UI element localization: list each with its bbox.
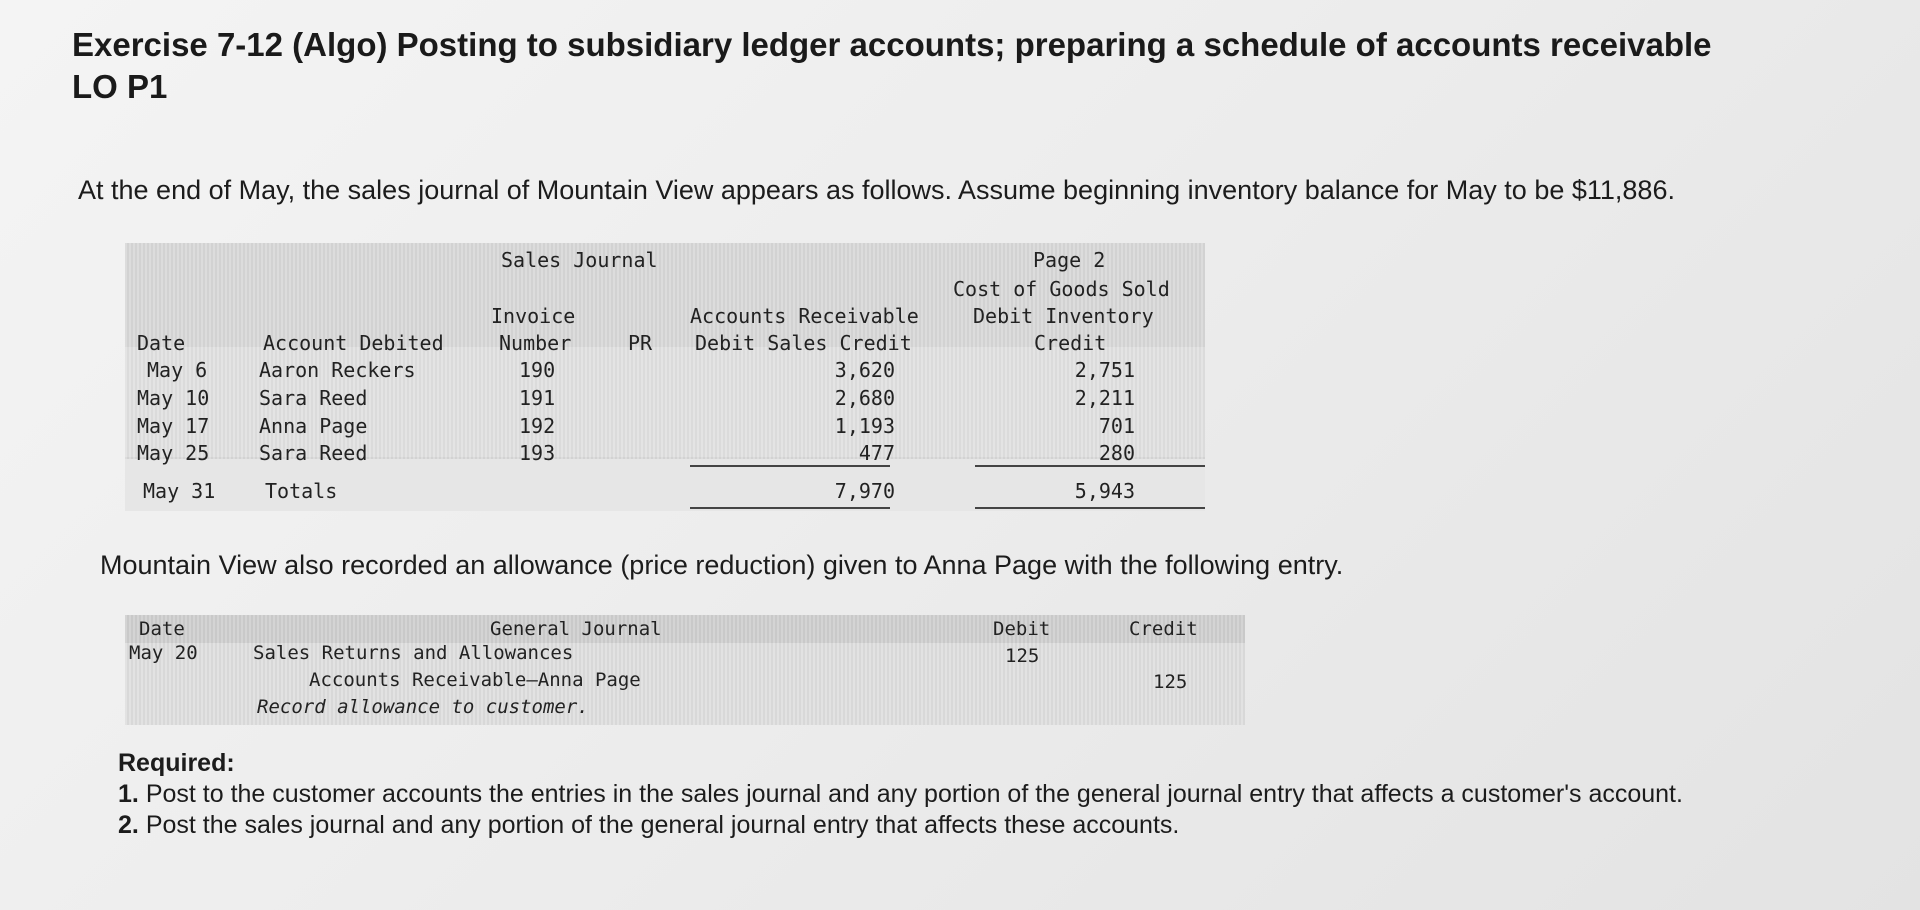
row-2-date: May 10 (137, 386, 210, 410)
gj-debit-account: Sales Returns and Allowances (253, 642, 574, 664)
gj-memo: Record allowance to customer. (257, 696, 589, 718)
row-1-invoice: 190 (519, 358, 556, 382)
row-1-cogs: 2,751 (1074, 358, 1135, 382)
row-3-account: Anna Page (259, 414, 368, 438)
cogs-total-double-rule-1 (975, 507, 1205, 509)
row-3-date: May 17 (137, 414, 210, 438)
learning-objective: LO P1 (72, 68, 168, 105)
gj-entry-date: May 20 (129, 642, 198, 664)
row-1-date: May 6 (147, 358, 208, 382)
totals-cogs: 5,943 (1074, 479, 1135, 503)
cogs-header-line3: Credit (1034, 331, 1107, 355)
required-item-2-number: 2. (118, 811, 139, 839)
sales-journal-page: Page 2 (1033, 248, 1106, 272)
invoice-header-line1: Invoice (491, 304, 576, 328)
row-2-invoice: 191 (519, 386, 556, 410)
totals-label: Totals (265, 479, 338, 503)
cogs-header-line2: Debit Inventory (973, 304, 1154, 328)
row-2-account: Sara Reed (259, 386, 368, 410)
exercise-title (72, 24, 1852, 108)
required-item-1 (118, 779, 1818, 810)
required-section (118, 748, 1818, 841)
totals-ar: 7,970 (834, 479, 895, 503)
intro-text: At the end of May, the sales journal of Mountain View appears as follows. Assume beginning inventory balance for May to be $11,886. (78, 175, 1675, 205)
row-4-account: Sara Reed (259, 441, 368, 465)
sales-journal-table (125, 243, 1205, 511)
row-4-ar: 477 (858, 441, 895, 465)
row-2-cogs: 2,211 (1074, 386, 1135, 410)
row-4-invoice: 193 (519, 441, 556, 465)
sales-journal-title: Sales Journal (501, 248, 658, 272)
exercise-heading: Exercise 7-12 (Algo) Posting to subsidiary ledger accounts; preparing a schedule of accounts receivable (72, 26, 1712, 63)
gj-title-header: General Journal (490, 618, 662, 640)
totals-date: May 31 (143, 479, 216, 503)
row-1-ar: 3,620 (834, 358, 895, 382)
row-3-ar: 1,193 (834, 414, 895, 438)
row-3-invoice: 192 (519, 414, 556, 438)
gj-debit-amount: 125 (1005, 645, 1040, 667)
general-journal-table (125, 615, 1245, 725)
row-4-cogs: 280 (1098, 441, 1135, 465)
required-item-2-text: Post the sales journal and any portion of the general journal entry that affects these accounts. (145, 811, 1180, 839)
row-2-ar: 2,680 (834, 386, 895, 410)
row-3-cogs: 701 (1098, 414, 1135, 438)
ar-subtotal-rule (690, 465, 890, 467)
account-header: Account Debited (263, 331, 444, 355)
ar-header-line2: Debit Sales Credit (695, 331, 912, 355)
ar-total-double-rule-1 (690, 507, 890, 509)
required-item-1-number: 1. (118, 780, 139, 808)
allowance-note: Mountain View also recorded an allowance (price reduction) given to Anna Page with the following entry. (100, 550, 1344, 580)
gj-debit-header: Debit (993, 618, 1051, 640)
date-header: Date (137, 331, 186, 355)
required-item-1-text: Post to the customer accounts the entries in the sales journal and any portion of the general journal entry that affects a customer's account. (145, 780, 1683, 808)
required-label: Required: (118, 749, 235, 777)
ar-header-line1: Accounts Receivable (690, 304, 919, 328)
cogs-header-line1: Cost of Goods Sold (953, 277, 1170, 301)
general-journal-header-band (125, 615, 1245, 643)
row-1-account: Aaron Reckers (259, 358, 416, 382)
gj-credit-account: Accounts Receivable—Anna Page (309, 669, 641, 691)
invoice-header-line2: Number (499, 331, 572, 355)
gj-date-header: Date (139, 618, 185, 640)
row-4-date: May 25 (137, 441, 210, 465)
gj-credit-header: Credit (1129, 618, 1198, 640)
gj-credit-amount: 125 (1153, 671, 1188, 693)
pr-header: PR (628, 331, 653, 355)
cogs-subtotal-rule (975, 465, 1205, 467)
required-item-2 (118, 810, 1818, 841)
